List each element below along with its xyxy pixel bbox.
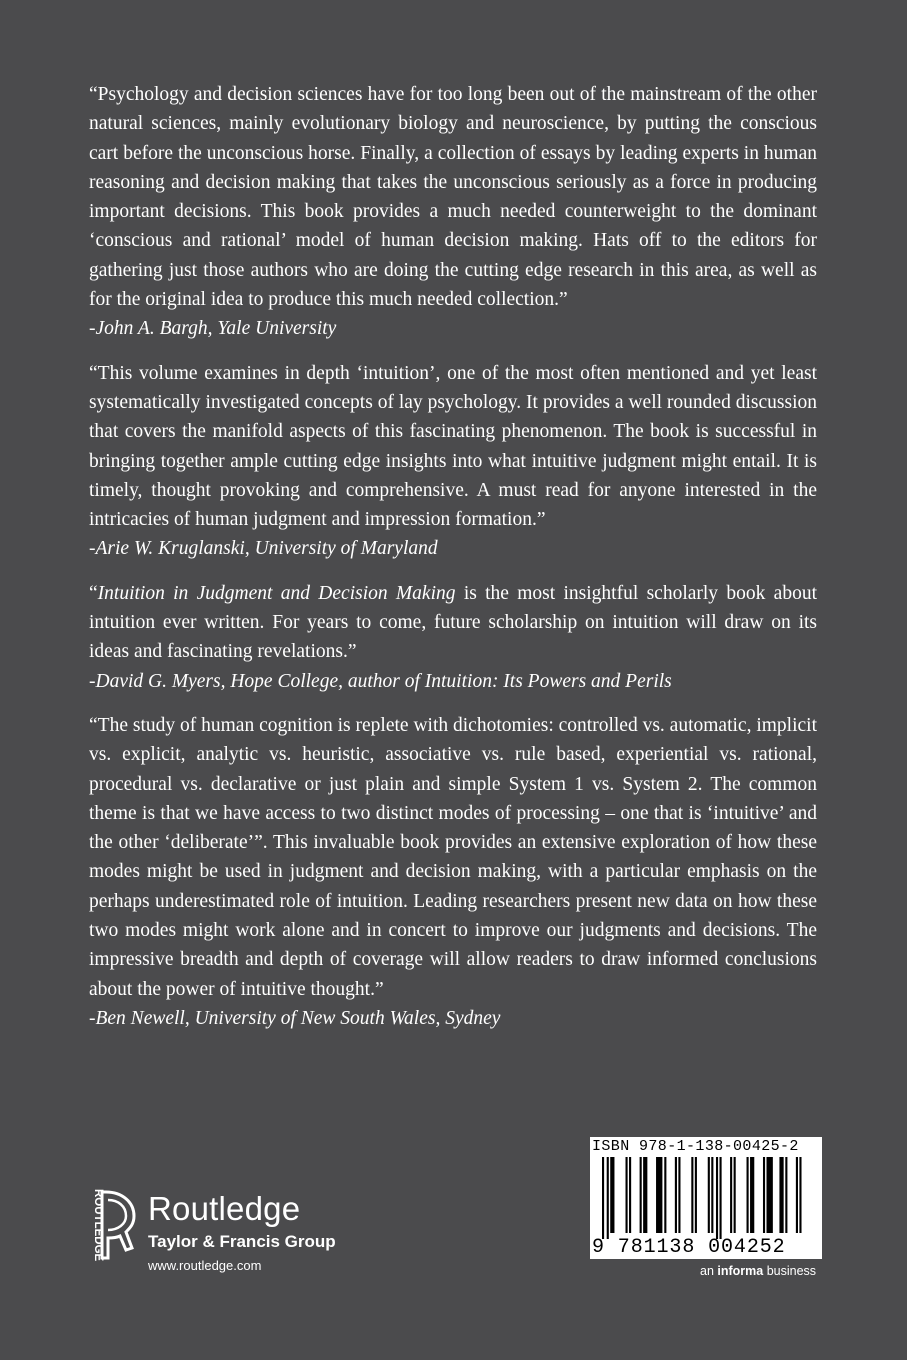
isbn-label: ISBN 978-1-138-00425-2 [592,1138,799,1155]
barcode-bar [695,1157,697,1233]
barcode-bar [779,1157,783,1233]
barcode-bars [602,1157,812,1239]
barcode-bar [626,1157,628,1233]
quote-open-mark: “ [89,582,98,604]
quote-rest: is the most insightful scholarly book about intuition ever written. For years to come, future scholarship on intuition will draw on its ideas and fascinating revelations.” [89,582,817,663]
barcode-bar [785,1157,787,1233]
informa-brand: informa [717,1264,764,1278]
barcode-bar [675,1157,677,1233]
barcode-bar [607,1157,609,1239]
publisher-block [82,1188,382,1288]
endorsement-attribution: -David G. Myers, Hope College, author of Intuition: Its Powers and Perils [89,670,672,692]
endorsements [89,80,817,1048]
barcode-bar [734,1157,736,1233]
barcode-bar [678,1157,680,1233]
barcode-bar [730,1157,732,1233]
endorsement-quote: “The study of human cognition is replete with dichotomies: controlled vs. automatic, implicit vs. explicit, analytic vs. heuristic, associative vs. rule based, experiential vs. rational, procedural vs. declarative or just plain and simple System 1 vs. System 2. The common theme is that we have access to two distinct modes of processing – one that is ‘intuitive’ and the other ‘deliberate’”. This invaluable book provides an extensive exploration of how these modes might be used in judgment and decision making, with a particular emphasis on the perhaps underestimated role of intuition. Leading researchers present new data on how these two modes might work alone and in concert to improve our judgments and decisions. The impressive breadth and depth of coverage will allow readers to draw informed conclusions about the power of intuitive thought.” [89,714,817,1000]
publisher-name: Routledge [148,1190,301,1227]
book-title: Intuition in Judgment and Decision Making [97,582,456,604]
ean-digits: 9 781138 004252 [592,1236,786,1259]
endorsement-quote: “This volume examines in depth ‘intuition’, one of the most often mentioned and yet least systematically investigated concepts of lay psychology. It provides a well rounded discussion that covers the manifold aspects of this fascinating phenomenon. The book is successful in bringing together ample cutting edge insights into what intuitive judgment might entail. It is timely, thought provoking and comprehensive. A must read for anyone interested in the intricacies of human judgment and impression formation.” [89,362,817,531]
barcode-bar [747,1157,749,1233]
endorsement-newell [89,711,817,1033]
informa-tagline [700,1264,816,1278]
endorsement-quote [89,579,817,667]
barcode-bar [708,1157,710,1233]
endorsement-quote: “Psychology and decision sciences have for too long been out of the mainstream of the other natural sciences, mainly evolutionary biology and neuroscience, by putting the conscious cart before the unconscious horse. Finally, a collection of essays by leading experts in human reasoning and decision making that takes the unconscious seriously as a force in producing important decisions. This book provides a much needed counterweight to the dominant ‘conscious and rational’ model of human decision making. Hats off to the editors for gathering just those authors who are doing the cutting edge research in this area, as well as for the original idea to produce this much needed collection.” [89,84,817,311]
publisher-group: Taylor & Francis Group [148,1232,336,1251]
barcode-bar [763,1157,765,1233]
barcode-bar [664,1157,666,1233]
barcode-bar [640,1157,642,1233]
head-inner-icon [108,1200,126,1230]
routledge-logo [82,1188,104,1262]
isbn-barcode [590,1137,822,1259]
publisher-website: www.routledge.com [148,1258,262,1273]
barcode-bar [750,1157,754,1233]
endorsement-kruglanski [89,359,817,564]
barcode-bar [602,1157,604,1239]
barcode-bar [799,1157,801,1233]
endorsement-attribution: -Arie W. Kruglanski, University of Maryland [89,538,438,560]
informa-suffix: business [763,1264,817,1278]
barcode-bar [610,1157,614,1233]
informa-prefix: an [700,1264,718,1278]
barcode-bar [711,1157,713,1233]
barcode-bar [720,1157,722,1239]
barcode-bar [796,1157,798,1233]
barcode-bar [767,1157,773,1233]
barcode-bar [643,1157,647,1233]
routledge-logo-graphic [82,1188,142,1268]
routledge-logo-vertical-text: ROUTLEDGE [92,1189,104,1262]
barcode-bar [629,1157,631,1233]
barcode-bar [716,1157,718,1239]
endorsement-attribution: -John A. Bargh, Yale University [89,318,337,340]
endorsement-bargh [89,80,817,344]
barcode-bar [656,1157,662,1233]
endorsement-myers [89,579,817,696]
endorsement-attribution: -Ben Newell, University of New South Wales, Sydney [89,1007,501,1029]
barcode-bar [691,1157,693,1233]
